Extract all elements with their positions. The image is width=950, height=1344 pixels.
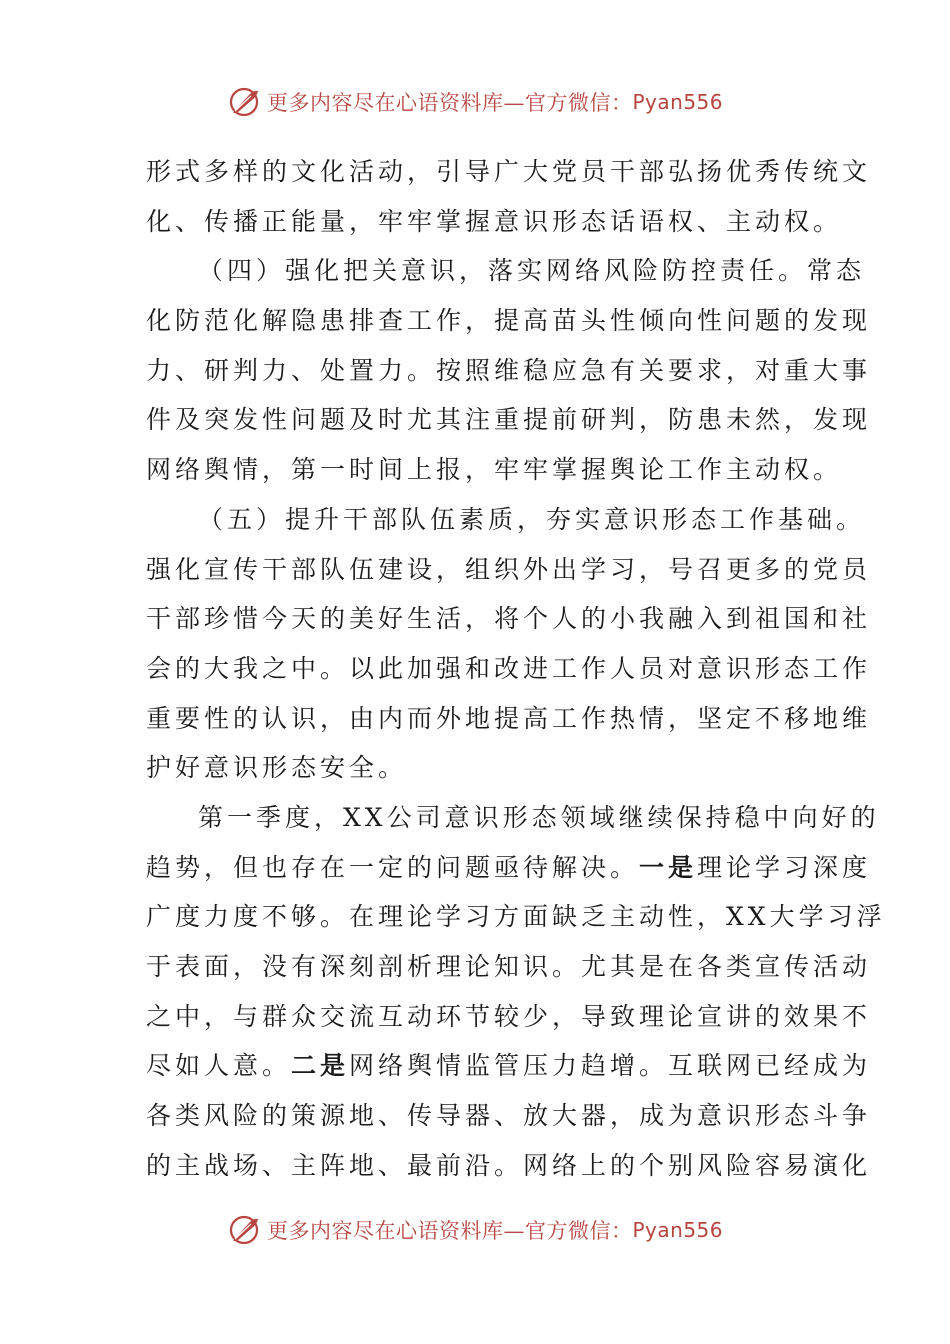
text-line: 会的大我之中。以此加强和改进工作人员对意识形态工作 [146,653,872,683]
quill-pen-circle-icon [227,1213,261,1247]
text-segment: 理论学习深度 [697,852,872,882]
watermark-handle: Pyan556 [632,90,723,114]
text-line [146,1041,872,1091]
paragraph-start: 第一季度，XX公司意识形态领域继续保持稳中向好的 [198,802,880,832]
text-segment: 网络舆情监管压力趋增。互联网已经成为 [349,1051,872,1081]
text-line: 形式多样的文化活动，引导广大党员干部弘扬优秀传统文 [146,157,872,186]
text-line: 护好意识形态安全。 [146,753,408,783]
text-line: 干部珍惜今天的美好生活，将个人的小我融入到祖国和社 [146,604,872,634]
text-line: 化防范化解隐患排查工作，提高苗头性倾向性问题的发现 [146,306,872,336]
text-line [146,843,872,893]
section-heading-four: （四）强化把关意识，落实网络风险防控责任。常态 [198,256,866,286]
text-line: 网络舆情，第一时间上报，牢牢掌握舆论工作主动权。 [146,455,843,485]
section-heading-five: （五）提升干部队伍素质，夯实意识形态工作基础。 [198,504,866,534]
watermark-handle: Pyan556 [632,1218,723,1242]
text-line: 化、传播正能量，牢牢掌握意识形态话语权、主动权。 [146,206,843,236]
text-line: 的主战场、主阵地、最前沿。网络上的个别风险容易演化 [146,1150,872,1180]
text-line: 重要性的认识，由内而外地提高工作热情，坚定不移地维 [146,703,872,733]
text-segment: 尽如人意。 [146,1051,292,1081]
text-line: 广度力度不够。在理论学习方面缺乏主动性，XX大学习浮 [146,902,886,932]
document-body [146,147,886,1190]
watermark-text: 更多内容尽在心语资料库—官方微信： [266,91,633,115]
text-line: 力、研判力、处置力。按照维稳应急有关要求，对重大事 [146,355,872,385]
text-line: 件及突发性问题及时尤其注重提前研判，防患未然，发现 [146,405,872,435]
watermark-text: 更多内容尽在心语资料库—官方微信： [266,1219,633,1243]
emphasis-first: 一是 [639,852,698,882]
watermark-banner-bottom [0,1210,950,1250]
text-line: 强化宣传干部队伍建设，组织外出学习，号召更多的党员 [146,554,872,584]
watermark-banner-top [0,82,950,122]
quill-pen-circle-icon [227,85,261,119]
text-line: 之中，与群众交流互动环节较少，导致理论宣讲的效果不 [146,1001,872,1031]
text-line: 于表面，没有深刻剖析理论知识。尤其是在各类宣传活动 [146,952,872,981]
emphasis-second: 二是 [291,1051,350,1081]
text-line: 各类风险的策源地、传导器、放大器，成为意识形态斗争 [146,1101,872,1131]
text-segment: 趋势，但也存在一定的问题亟待解决。 [146,852,640,882]
